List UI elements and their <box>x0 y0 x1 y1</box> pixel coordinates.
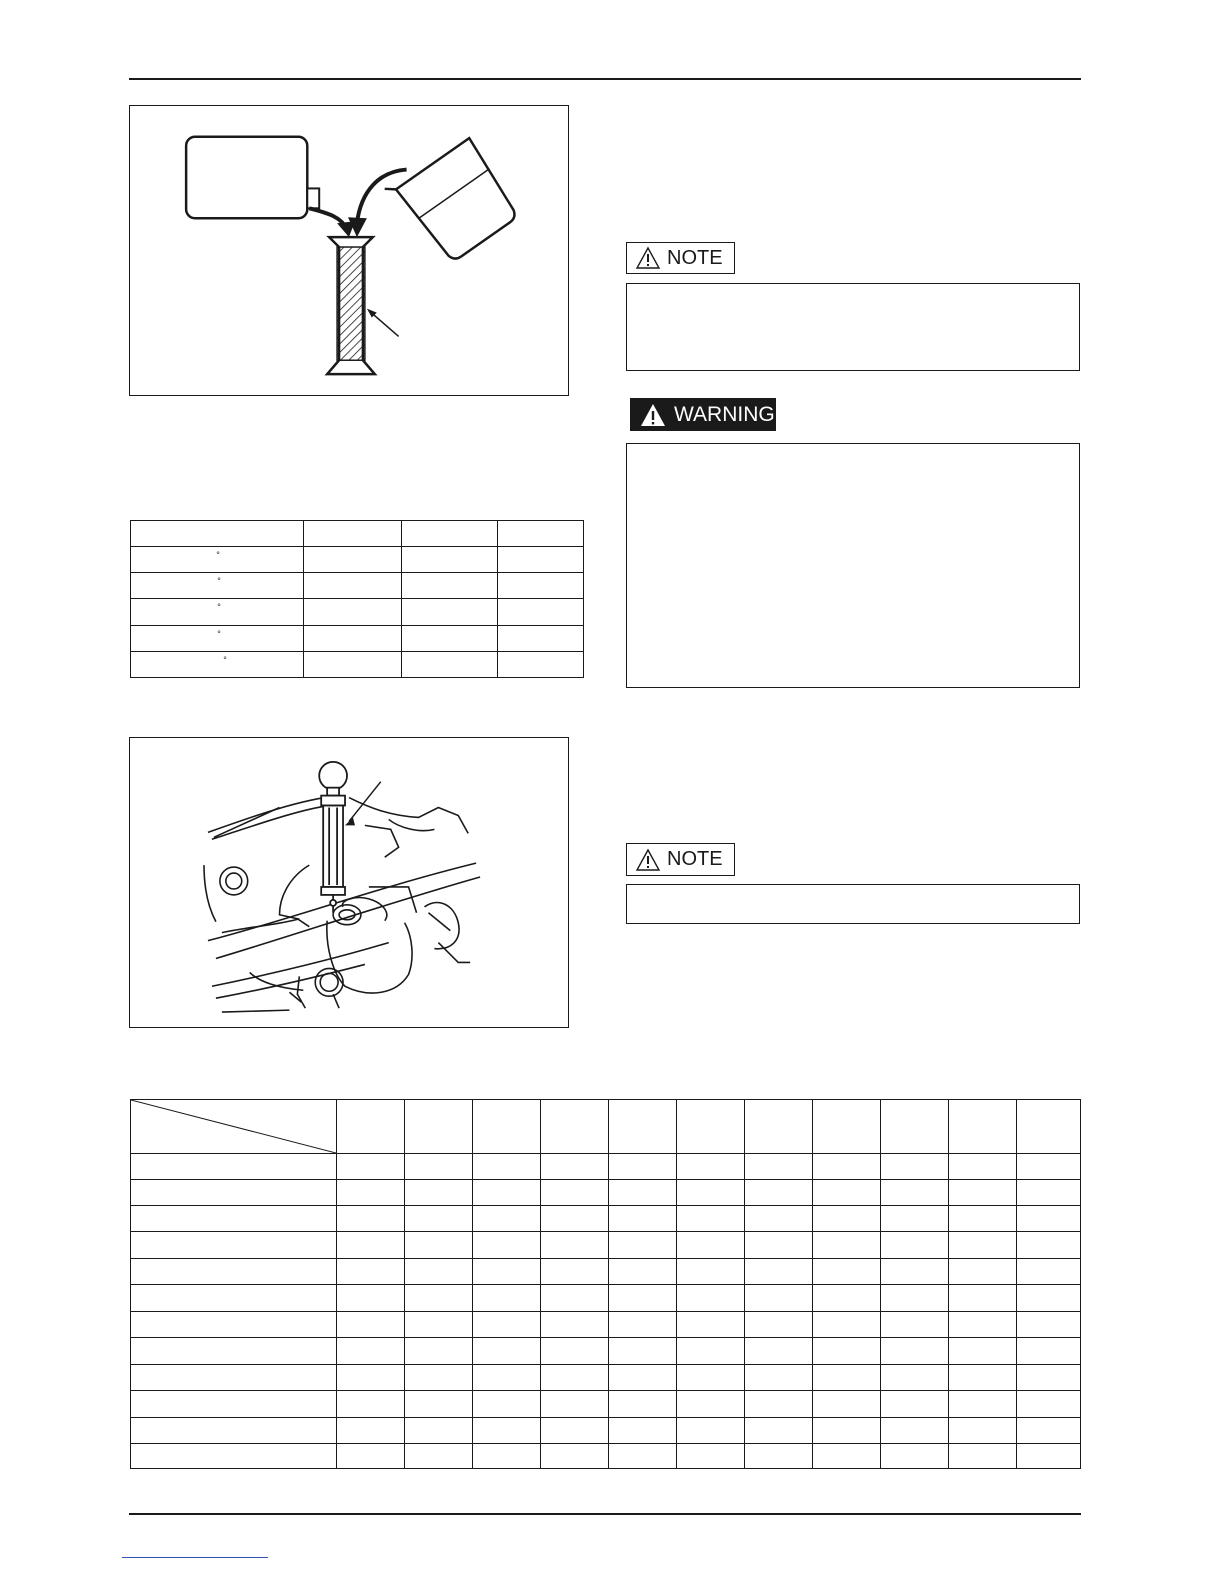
small-spec-table <box>130 520 584 678</box>
table-row <box>131 1444 1081 1469</box>
table-row <box>131 626 584 652</box>
figure-coolant-mixing <box>129 105 569 396</box>
figure-hydrometer-check <box>129 737 569 1028</box>
caution-triangle-icon <box>635 246 661 270</box>
degree-symbol: ° <box>223 654 227 665</box>
warning-triangle-icon <box>640 403 666 427</box>
table-row <box>131 1180 1081 1206</box>
degree-symbol: ° <box>216 549 220 560</box>
header-rule <box>129 78 1081 80</box>
footer-link-underline[interactable] <box>122 1557 268 1558</box>
table-row <box>131 1365 1081 1391</box>
table-row <box>131 1285 1081 1312</box>
footer-rule <box>129 1513 1081 1515</box>
note-box <box>626 283 1080 371</box>
table-row <box>131 599 584 626</box>
table-row <box>131 1206 1081 1232</box>
degree-symbol: ° <box>217 575 221 586</box>
coolant-mixing-illustration <box>130 106 568 395</box>
table-row <box>131 573 584 599</box>
note-badge <box>626 242 735 274</box>
degree-symbol: ° <box>217 628 221 639</box>
table-row <box>131 547 584 573</box>
warning-box <box>626 443 1080 688</box>
warning-badge <box>630 398 776 431</box>
large-spec-table <box>130 1099 1081 1469</box>
note-label-2: NOTE <box>667 848 723 870</box>
hydrometer-illustration <box>130 738 568 1027</box>
table-header-row <box>131 521 584 547</box>
table-row <box>131 652 584 678</box>
table-row <box>131 1391 1081 1418</box>
note-box-2 <box>626 884 1080 924</box>
table-row <box>131 1338 1081 1365</box>
table-row <box>131 1154 1081 1180</box>
table-header-row <box>131 1100 1081 1154</box>
note-label: NOTE <box>667 246 723 269</box>
table-row <box>131 1312 1081 1338</box>
warning-label: WARNING <box>674 402 775 426</box>
note-badge-2 <box>626 843 735 876</box>
caution-triangle-icon <box>635 848 661 872</box>
table-row <box>131 1418 1081 1444</box>
degree-symbol: ° <box>217 602 221 612</box>
table-row <box>131 1259 1081 1285</box>
diagonal-header-cell <box>131 1100 337 1154</box>
table-row <box>131 1232 1081 1259</box>
